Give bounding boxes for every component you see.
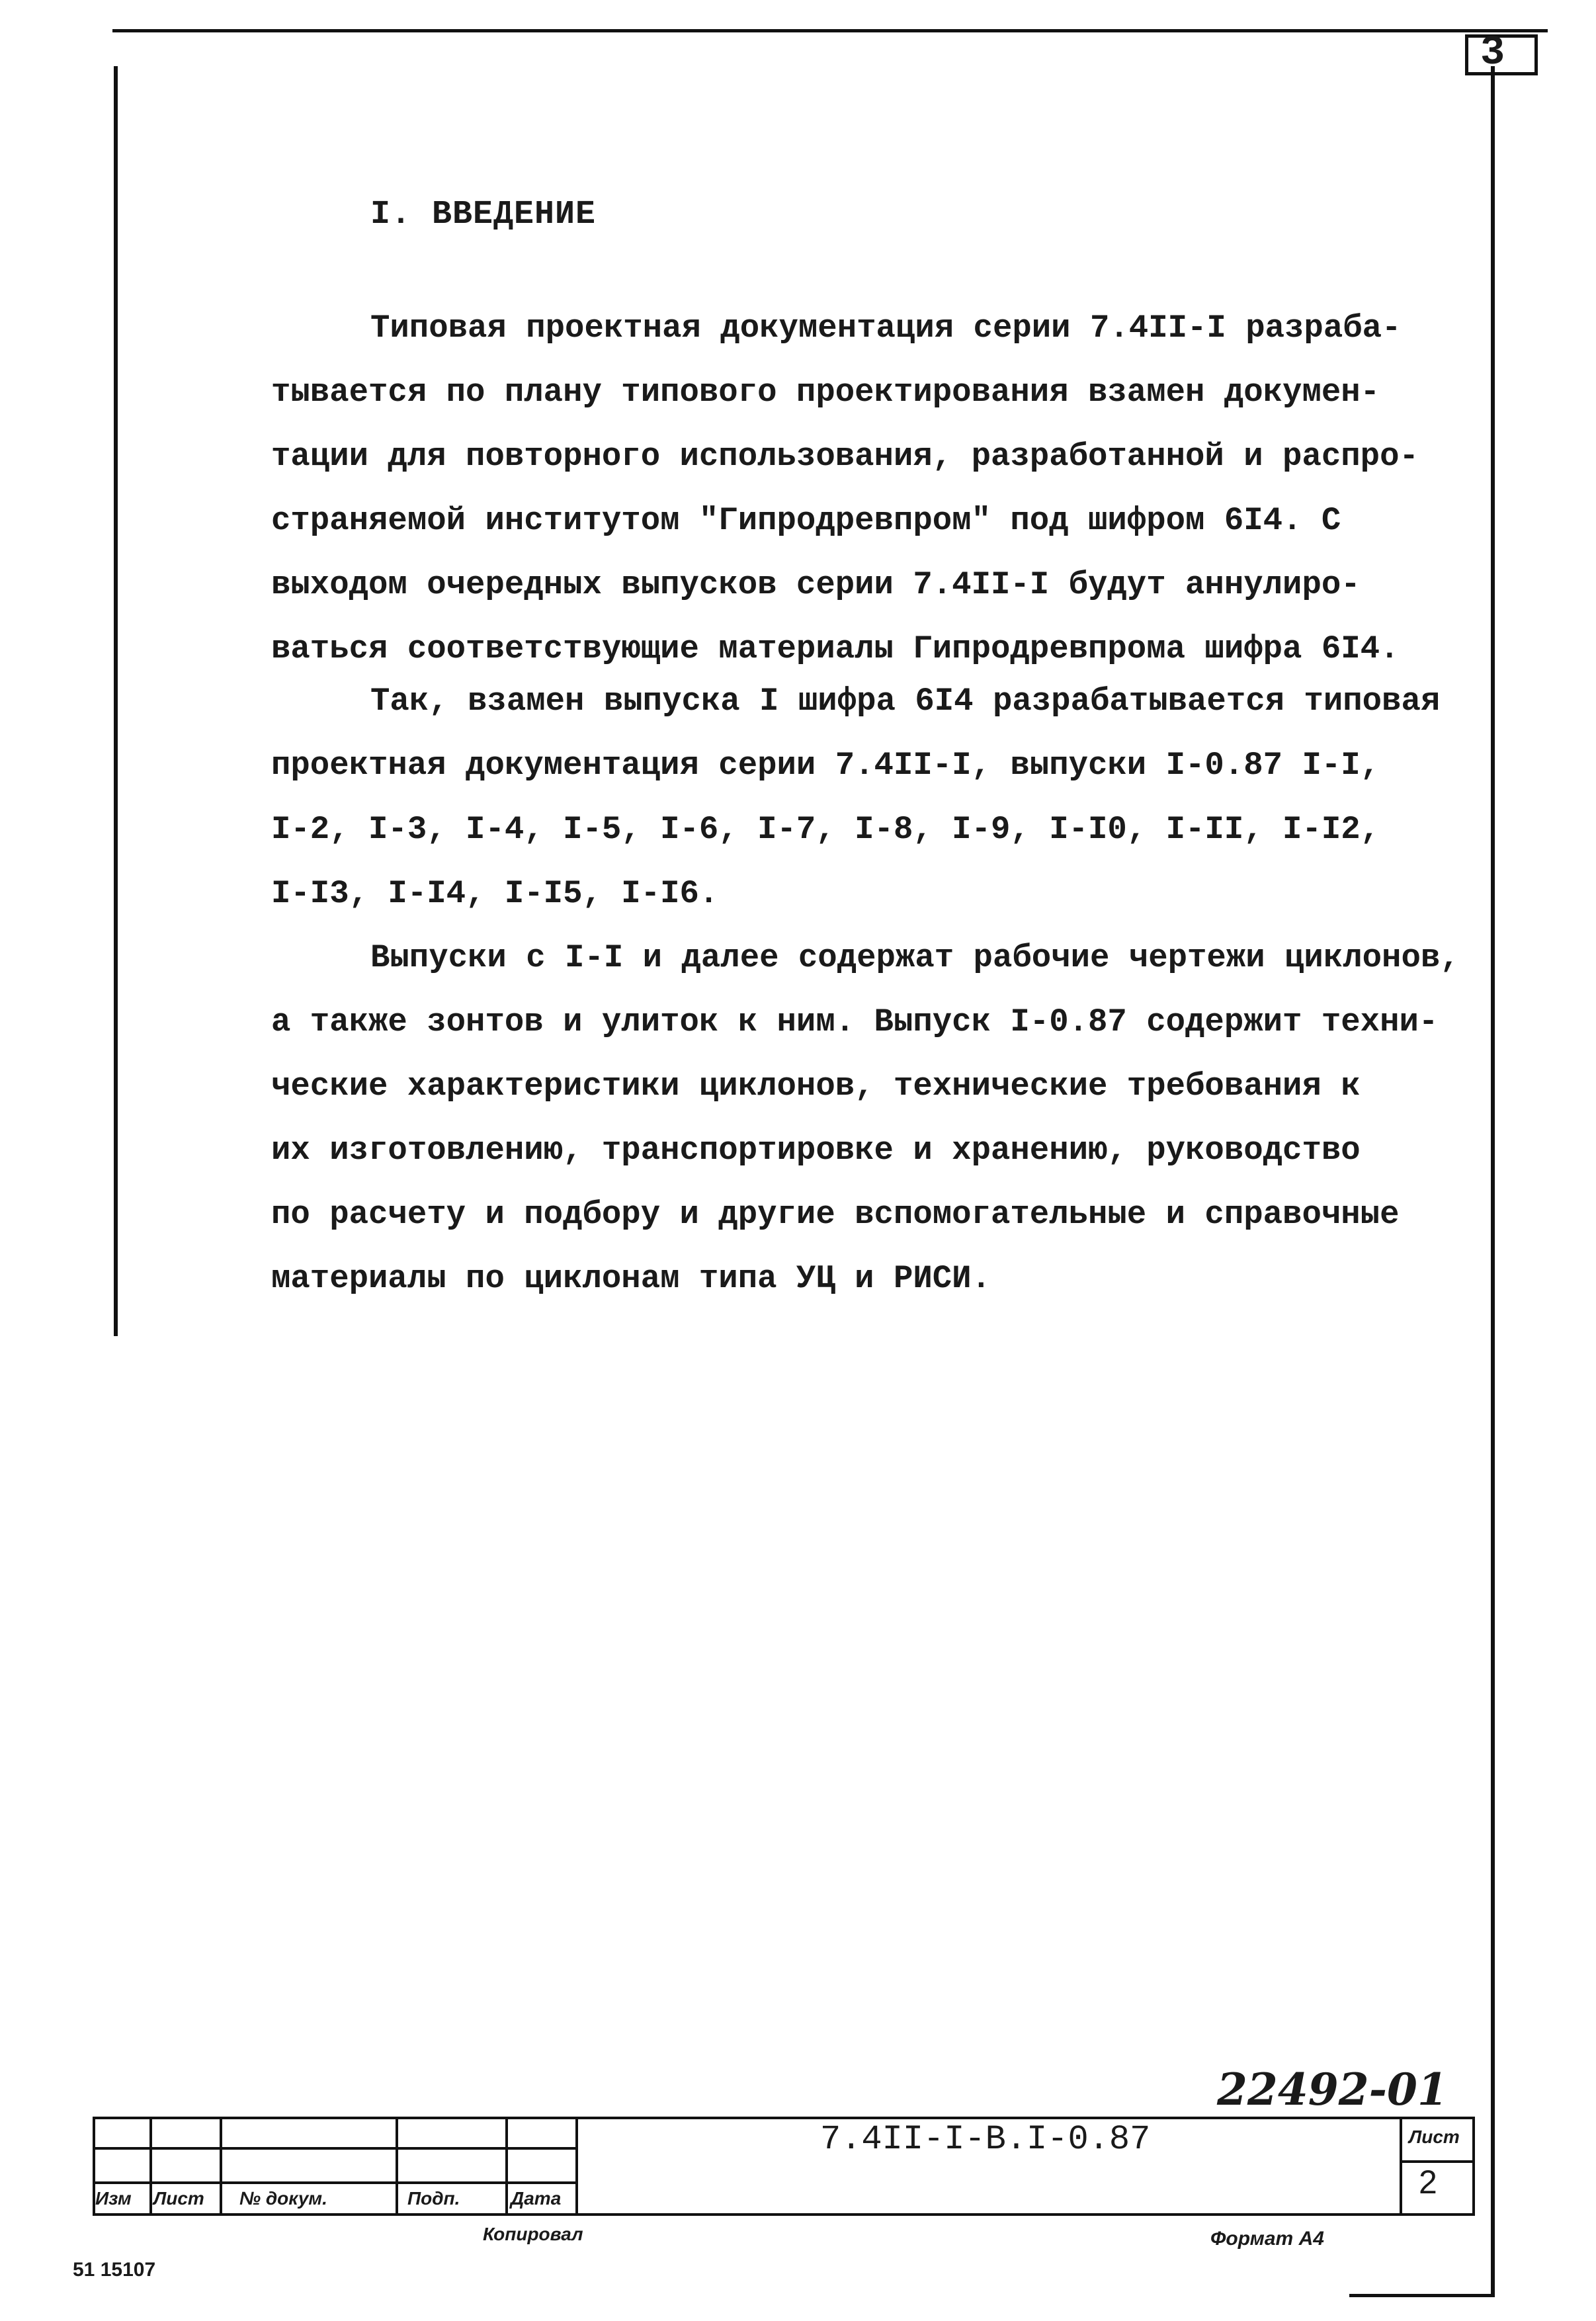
text-line: проектная документация серии 7.4II-I, выпуски I-0.87 I-I, (271, 747, 1380, 784)
text-line: Типовая проектная документация серии 7.4II-I разраба- (370, 310, 1402, 347)
sheet-number-cell (1400, 2160, 1475, 2216)
col-label-izm: Изм (95, 2188, 132, 2209)
text-line: тации для повторного использования, разработанной и распро- (271, 438, 1419, 475)
paragraph-1 (271, 296, 1488, 681)
text-line: по расчету и подбору и другие вспомогательные и справочные (271, 1196, 1400, 1233)
sheet-number: 2 (1419, 2164, 1437, 2201)
text-line: ваться соответствующие материалы Гипродревпрома шифра 6I4. (271, 630, 1400, 667)
text-line: выходом очередных выпусков серии 7.4II-I будут аннулиро- (271, 566, 1361, 603)
text-line: I-I3, I-I4, I-I5, I-I6. (271, 875, 719, 912)
text-line: I-2, I-3, I-4, I-5, I-6, I-7, I-8, I-9, I-I0, I-II, I-I2, (271, 811, 1380, 848)
title-block (93, 2117, 1475, 2219)
frame-top-border (112, 29, 1548, 32)
paragraph-2 (271, 669, 1488, 926)
stamp-cell (505, 2117, 578, 2150)
col-label-list: Лист (153, 2188, 204, 2209)
sheet-corner-number: 3 (1480, 29, 1505, 76)
section-heading: I. ВВЕДЕНИЕ (370, 196, 597, 233)
format-label: Формат А4 (1210, 2228, 1324, 2250)
copied-by-label: Копировал (483, 2224, 583, 2244)
text-line: а также зонтов и улиток к ним. Выпуск I-0.87 содержит техни- (271, 1003, 1439, 1040)
document-designation: 7.4II-I-В.I-0.87 (820, 2120, 1151, 2159)
stamp-cell (93, 2117, 152, 2150)
stamp-cell (396, 2147, 508, 2184)
text-line: страняемой институтом "Гипродревпром" под шифром 6I4. С (271, 502, 1341, 539)
frame-right-border (1491, 66, 1495, 2295)
paragraph-3 (271, 926, 1488, 1311)
col-label-doc-number: № докум. (239, 2188, 327, 2209)
stamp-cell (505, 2147, 578, 2184)
text-line: материалы по циклонам типа УЦ и РИСИ. (271, 1260, 991, 1297)
stamp-cell (396, 2117, 508, 2150)
frame-bottom-border (1349, 2294, 1495, 2297)
stamp-cell (220, 2147, 398, 2184)
stamp-cell (93, 2147, 152, 2184)
frame-left-border (114, 66, 118, 1336)
stamp-cell (220, 2117, 398, 2150)
handwritten-number: 22492-01 (1217, 2064, 1448, 2115)
stamp-cell (149, 2147, 222, 2184)
text-line: Выпуски с I-I и далее содержат рабочие чертежи циклонов, (370, 939, 1460, 976)
stamp-cell (149, 2117, 222, 2150)
col-label-date: Дата (511, 2188, 562, 2209)
text-line: ческие характеристики циклонов, технические требования к (271, 1068, 1361, 1105)
inventory-number: 51 15107 (73, 2259, 156, 2281)
text-line: их изготовлению, транспортировке и хранению, руководство (271, 1132, 1361, 1169)
text-line: тывается по плану типового проектирования взамен докумен- (271, 374, 1380, 411)
text-line: Так, взамен выпуска I шифра 6I4 разрабатывается типовая (370, 683, 1441, 720)
col-label-signature: Подп. (407, 2188, 460, 2209)
sheet-label: Лист (1409, 2127, 1460, 2147)
